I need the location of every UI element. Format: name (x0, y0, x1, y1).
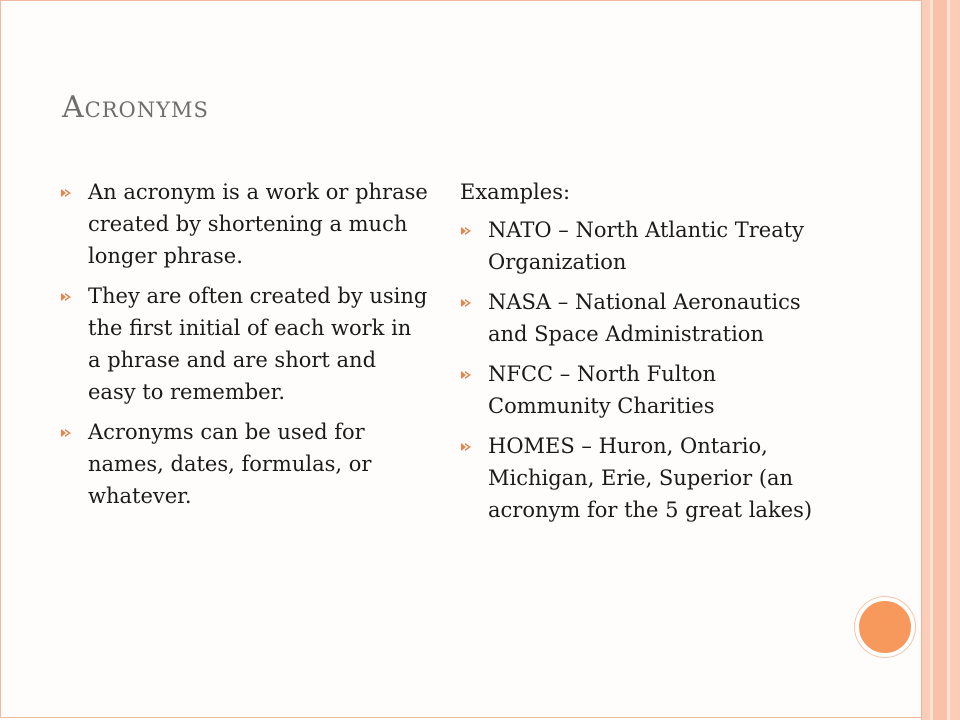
list-item-text: Acronyms can be used for names, dates, formulas, or whatever. (88, 420, 372, 508)
chevron-arrow-right-icon (60, 187, 72, 199)
list-item-text: An acronym is a work or phrase created by shortening a much longer phrase. (88, 180, 428, 268)
chevron-arrow-right-icon (460, 369, 472, 381)
chevron-arrow-right-icon (460, 297, 472, 309)
left-bullet-list (60, 176, 430, 512)
left-column (60, 176, 430, 520)
list-item (460, 430, 840, 526)
list-item (60, 416, 430, 512)
list-item (460, 358, 840, 422)
chevron-arrow-right-icon (60, 291, 72, 303)
examples-heading: Examples: (460, 180, 571, 204)
slide-title: Acronyms (62, 90, 209, 125)
right-column (460, 176, 840, 534)
list-item-text: HOMES – Huron, Ontario, Michigan, Erie, Superior (an acronym for the 5 great lakes) (488, 434, 813, 522)
list-item-text: They are often created by using the first initial of each work in a phrase and are short and easy to remember. (88, 284, 428, 404)
list-item-text: NASA – National Aeronautics and Space Administration (488, 290, 801, 346)
frame-right-rule (921, 0, 922, 720)
list-item (460, 214, 840, 278)
chevron-arrow-right-icon (460, 441, 472, 453)
list-item (60, 280, 430, 408)
chevron-arrow-right-icon (460, 225, 472, 237)
right-stripe (922, 0, 930, 720)
right-stripe (933, 0, 947, 720)
list-item (460, 286, 840, 350)
orange-circle-icon (855, 597, 915, 657)
right-bullet-list (460, 214, 840, 526)
list-item-text: NFCC – North Fulton Community Charities (488, 362, 717, 418)
right-stripe (950, 0, 960, 720)
list-item-text: NATO – North Atlantic Treaty Organization (488, 218, 805, 274)
chevron-arrow-right-icon (60, 427, 72, 439)
list-item (60, 176, 430, 272)
